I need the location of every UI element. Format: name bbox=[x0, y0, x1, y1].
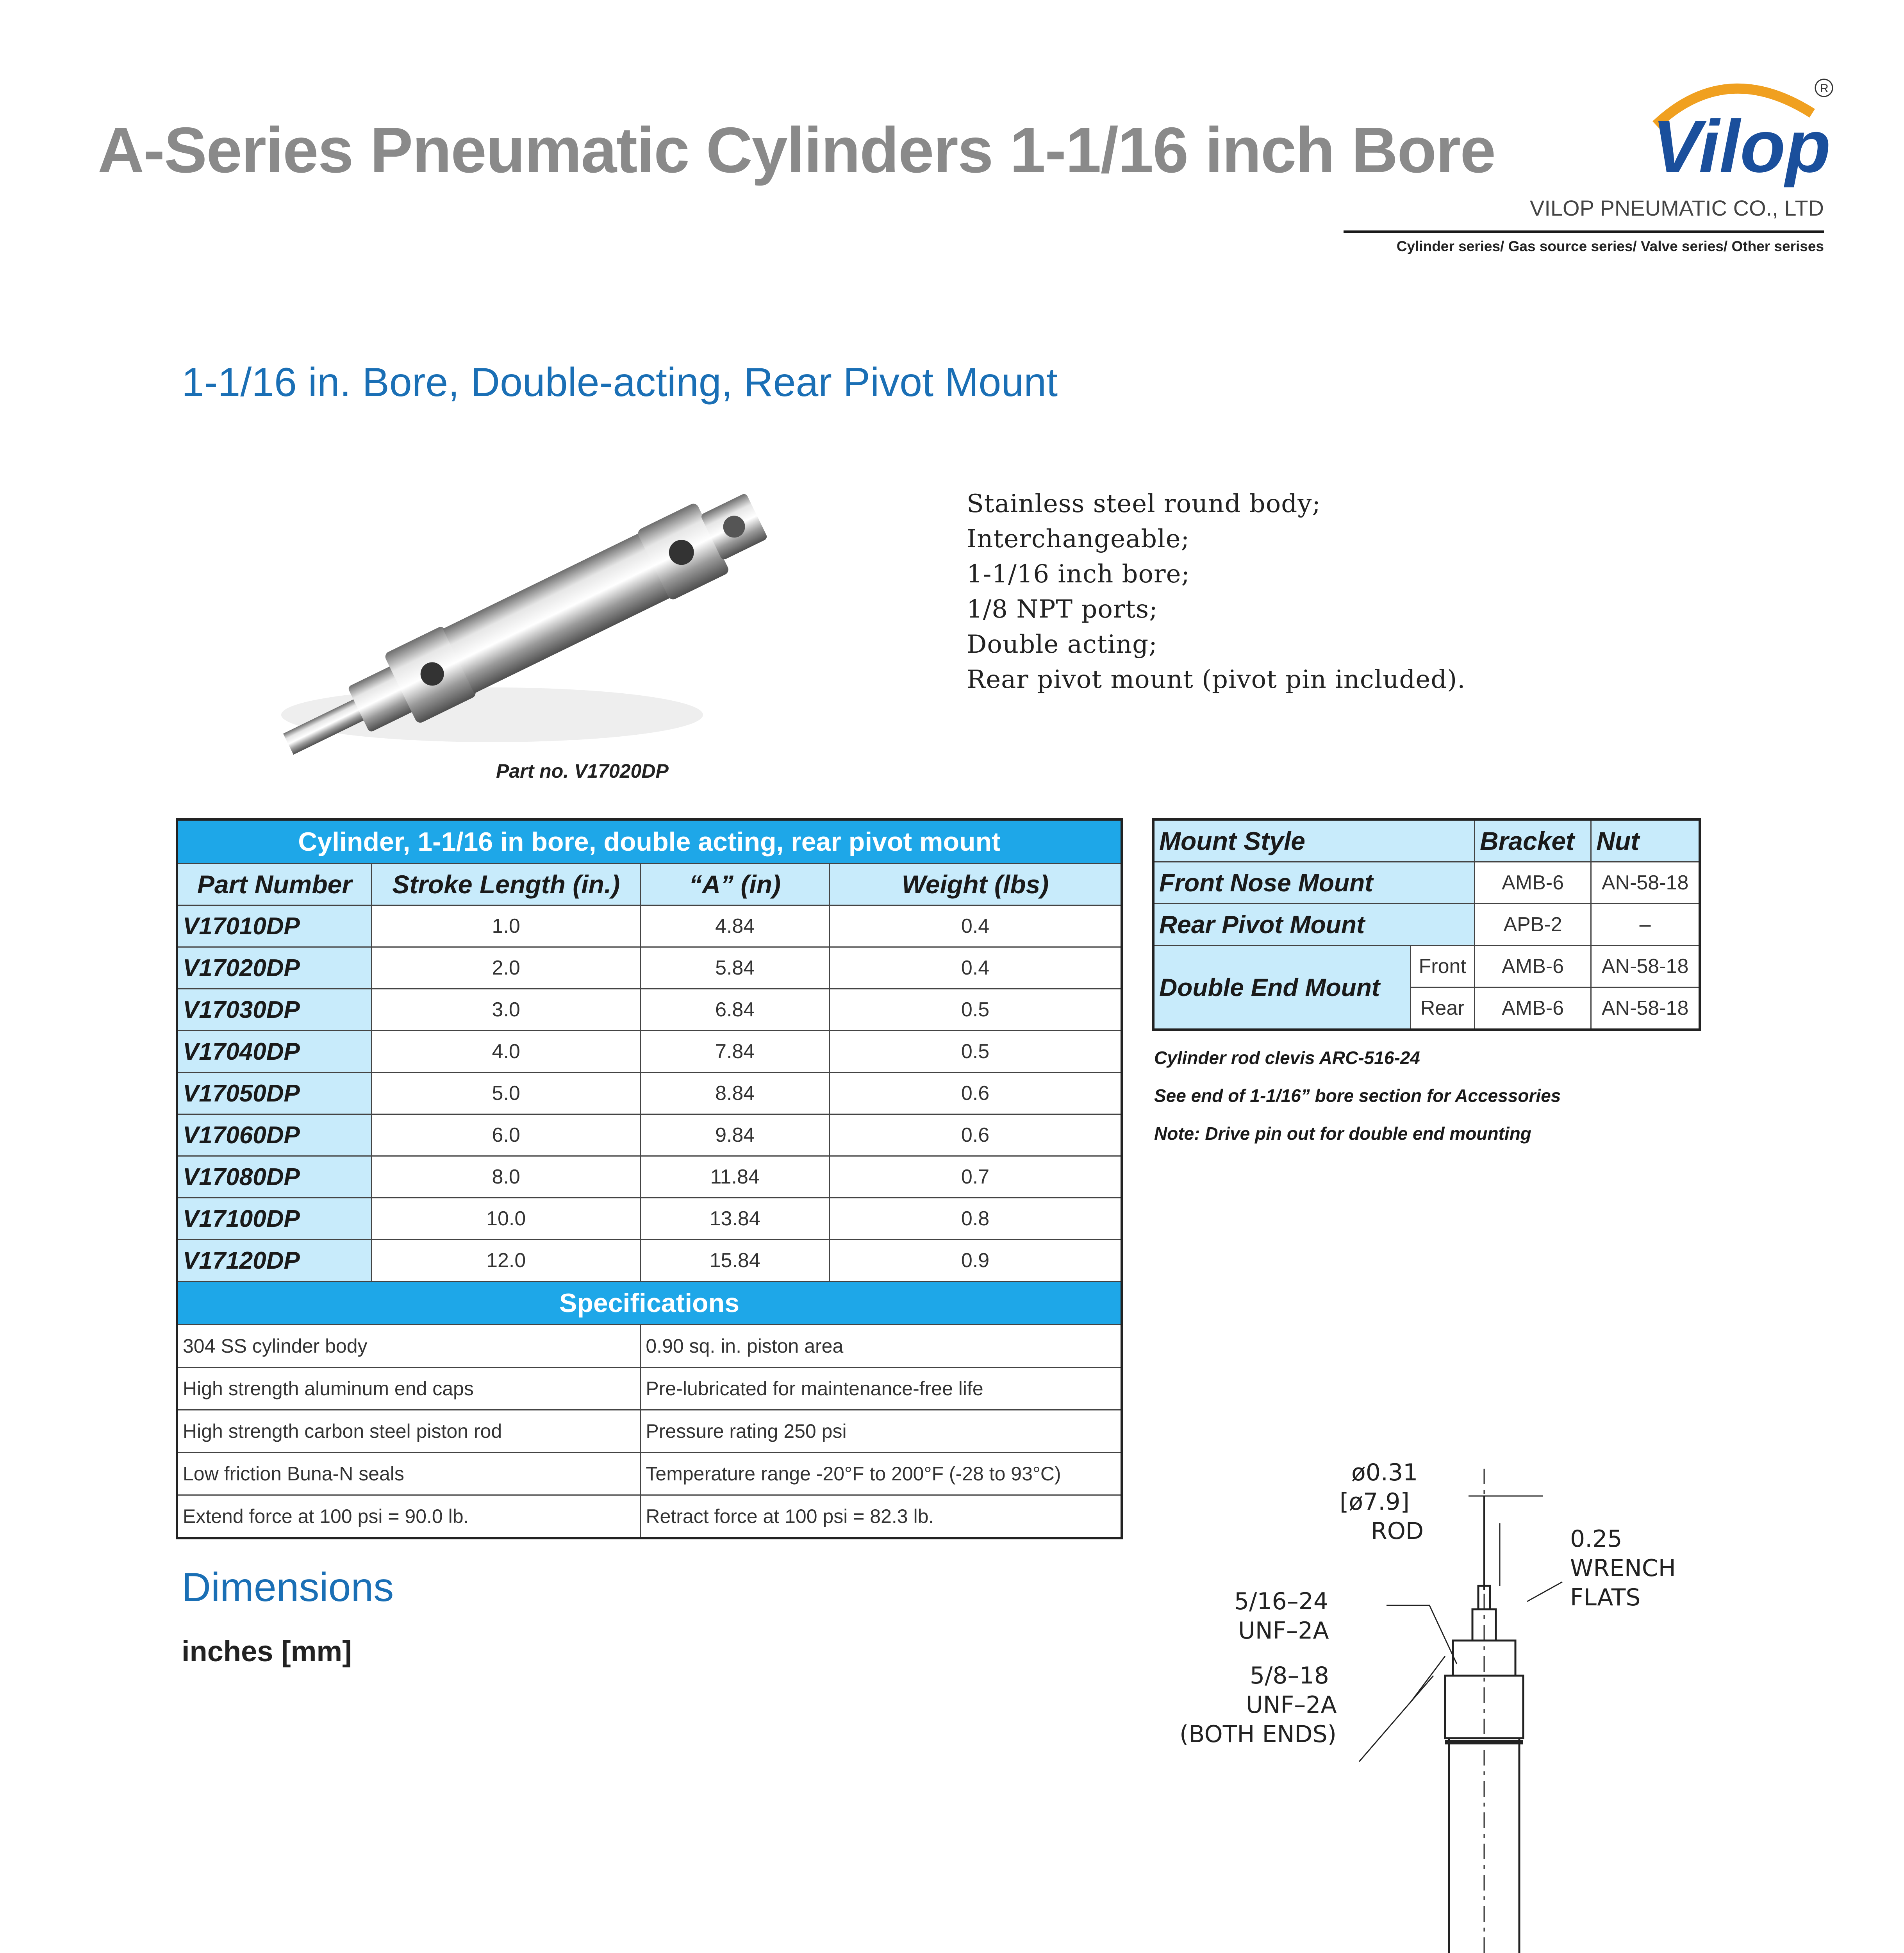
table-row bbox=[1153, 904, 1700, 946]
table-row bbox=[177, 1156, 1122, 1198]
bracket: AMB-6 bbox=[1474, 946, 1591, 987]
table-row bbox=[177, 1031, 1122, 1073]
nut: AN-58-18 bbox=[1591, 987, 1700, 1030]
stroke-length: 2.0 bbox=[372, 947, 641, 989]
table-row bbox=[177, 1240, 1122, 1282]
company-name: VILOP PNEUMATIC CO., LTD bbox=[1529, 196, 1824, 220]
nut: – bbox=[1591, 904, 1700, 946]
mount-position: Front bbox=[1410, 946, 1474, 987]
specifications-title: Specifications bbox=[177, 1282, 1122, 1325]
feature-line: Stainless steel round body; bbox=[967, 489, 1321, 518]
product-photo bbox=[273, 477, 840, 785]
table-row bbox=[177, 1325, 1122, 1367]
dim-rod-mm: [ø7.9] bbox=[1340, 1488, 1410, 1516]
table-row bbox=[177, 1367, 1122, 1410]
col-mount-style: Mount Style bbox=[1153, 819, 1474, 862]
spec-cell: 304 SS cylinder body bbox=[177, 1325, 641, 1367]
part-number: V17040DP bbox=[177, 1031, 372, 1073]
cylinder-table bbox=[176, 818, 1123, 1539]
spec-cell: 0.90 sq. in. piston area bbox=[641, 1325, 1122, 1367]
feature-line: Interchangeable; bbox=[967, 525, 1190, 553]
a-length: 8.84 bbox=[641, 1073, 830, 1114]
stroke-length: 5.0 bbox=[372, 1073, 641, 1114]
stroke-length: 8.0 bbox=[372, 1156, 641, 1198]
feature-line: 1/8 NPT ports; bbox=[967, 595, 1158, 624]
col-nut: Nut bbox=[1591, 819, 1700, 862]
spec-cell: Pressure rating 250 psi bbox=[641, 1410, 1122, 1453]
svg-text:Vilop: Vilop bbox=[1652, 105, 1831, 188]
svg-text:R: R bbox=[1820, 82, 1829, 95]
dim-rod-label: ROD bbox=[1371, 1517, 1424, 1545]
feature-line: Rear pivot mount (pivot pin included). bbox=[967, 665, 1466, 694]
stroke-length: 12.0 bbox=[372, 1240, 641, 1282]
stroke-length: 1.0 bbox=[372, 905, 641, 947]
part-number: V17050DP bbox=[177, 1073, 372, 1114]
bracket: APB-2 bbox=[1474, 904, 1591, 946]
dim-flats-label: FLATS bbox=[1570, 1584, 1641, 1611]
section-title: 1-1/16 in. Bore, Double-acting, Rear Pivot Mount bbox=[182, 360, 1058, 405]
col-part-number: Part Number bbox=[177, 864, 372, 905]
feature-line: Double acting; bbox=[967, 630, 1158, 659]
part-number: V17020DP bbox=[177, 947, 372, 989]
stroke-length: 10.0 bbox=[372, 1198, 641, 1240]
note-line: See end of 1-1/16” bore section for Accessories bbox=[1154, 1085, 1561, 1106]
vilop-logo bbox=[1640, 66, 1836, 191]
mount-table bbox=[1152, 818, 1701, 1031]
spec-cell: High strength aluminum end caps bbox=[177, 1367, 641, 1410]
a-length: 5.84 bbox=[641, 947, 830, 989]
dim-thread1-class: UNF–2A bbox=[1238, 1617, 1329, 1644]
mount-style: Front Nose Mount bbox=[1153, 862, 1474, 904]
part-number: V17120DP bbox=[177, 1240, 372, 1282]
spec-cell: Retract force at 100 psi = 82.3 lb. bbox=[641, 1495, 1122, 1539]
mount-style: Double End Mount bbox=[1153, 946, 1410, 1030]
weight: 0.4 bbox=[829, 947, 1122, 989]
spec-cell: Extend force at 100 psi = 90.0 lb. bbox=[177, 1495, 641, 1539]
part-number: V17030DP bbox=[177, 989, 372, 1031]
a-length: 13.84 bbox=[641, 1198, 830, 1240]
table-row bbox=[1153, 862, 1700, 904]
stroke-length: 3.0 bbox=[372, 989, 641, 1031]
part-number: V17100DP bbox=[177, 1198, 372, 1240]
note-line: Note: Drive pin out for double end mounting bbox=[1154, 1123, 1531, 1144]
mount-position: Rear bbox=[1410, 987, 1474, 1030]
a-length: 9.84 bbox=[641, 1114, 830, 1156]
part-number: V17080DP bbox=[177, 1156, 372, 1198]
dimensions-title: Dimensions bbox=[182, 1565, 394, 1610]
weight: 0.6 bbox=[829, 1073, 1122, 1114]
part-number: V17060DP bbox=[177, 1114, 372, 1156]
a-length: 4.84 bbox=[641, 905, 830, 947]
dim-rod: ø0.31 bbox=[1351, 1459, 1418, 1486]
stroke-length: 6.0 bbox=[372, 1114, 641, 1156]
cylinder-table-title: Cylinder, 1-1/16 in bore, double acting, rear pivot mount bbox=[177, 819, 1122, 864]
weight: 0.9 bbox=[829, 1240, 1122, 1282]
feature-line: 1-1/16 inch bore; bbox=[967, 560, 1190, 589]
part-number: V17010DP bbox=[177, 905, 372, 947]
spec-cell: Pre-lubricated for maintenance-free life bbox=[641, 1367, 1122, 1410]
dim-wrench-label: WRENCH bbox=[1570, 1555, 1676, 1582]
weight: 0.6 bbox=[829, 1114, 1122, 1156]
company-tagline: Cylinder series/ Gas source series/ Valve series/ Other serises bbox=[1396, 238, 1824, 254]
mount-notes bbox=[1154, 1039, 1561, 1153]
weight: 0.8 bbox=[829, 1198, 1122, 1240]
bracket: AMB-6 bbox=[1474, 862, 1591, 904]
stroke-length: 4.0 bbox=[372, 1031, 641, 1073]
table-row bbox=[177, 989, 1122, 1031]
col-a: “A” (in) bbox=[641, 864, 830, 905]
dim-thread2-note: (BOTH ENDS) bbox=[1180, 1721, 1337, 1748]
dimension-drawing bbox=[547, 1445, 1875, 1953]
a-length: 15.84 bbox=[641, 1240, 830, 1282]
photo-caption: Part no. V17020DP bbox=[496, 760, 669, 782]
dim-thread2-class: UNF–2A bbox=[1246, 1691, 1337, 1719]
weight: 0.7 bbox=[829, 1156, 1122, 1198]
bracket: AMB-6 bbox=[1474, 987, 1591, 1030]
spec-cell: Low friction Buna-N seals bbox=[177, 1453, 641, 1495]
col-weight: Weight (lbs) bbox=[829, 864, 1122, 905]
feature-description bbox=[967, 486, 1466, 697]
dim-thread2: 5/8–18 bbox=[1250, 1662, 1329, 1689]
mount-style: Rear Pivot Mount bbox=[1153, 904, 1474, 946]
note-line: Cylinder rod clevis ARC-516-24 bbox=[1154, 1048, 1420, 1068]
dim-thread1: 5/16–24 bbox=[1234, 1588, 1329, 1615]
col-stroke-length: Stroke Length (in.) bbox=[372, 864, 641, 905]
table-row bbox=[177, 1114, 1122, 1156]
spec-cell: Temperature range -20°F to 200°F (-28 to 93°C) bbox=[641, 1453, 1122, 1495]
a-length: 11.84 bbox=[641, 1156, 830, 1198]
col-bracket: Bracket bbox=[1474, 819, 1591, 862]
a-length: 7.84 bbox=[641, 1031, 830, 1073]
weight: 0.5 bbox=[829, 989, 1122, 1031]
table-row bbox=[177, 947, 1122, 989]
weight: 0.5 bbox=[829, 1031, 1122, 1073]
spec-cell: High strength carbon steel piston rod bbox=[177, 1410, 641, 1453]
header-rule bbox=[1344, 230, 1824, 233]
a-length: 6.84 bbox=[641, 989, 830, 1031]
nut: AN-58-18 bbox=[1591, 946, 1700, 987]
table-row bbox=[177, 905, 1122, 947]
dim-wrench: 0.25 bbox=[1570, 1525, 1622, 1553]
page-title: A-Series Pneumatic Cylinders 1-1/16 inch Bore bbox=[98, 114, 1495, 186]
weight: 0.4 bbox=[829, 905, 1122, 947]
table-row bbox=[177, 1198, 1122, 1240]
table-row bbox=[177, 1073, 1122, 1114]
nut: AN-58-18 bbox=[1591, 862, 1700, 904]
dimensions-units: inches [mm] bbox=[182, 1635, 352, 1667]
table-row bbox=[1153, 946, 1700, 987]
